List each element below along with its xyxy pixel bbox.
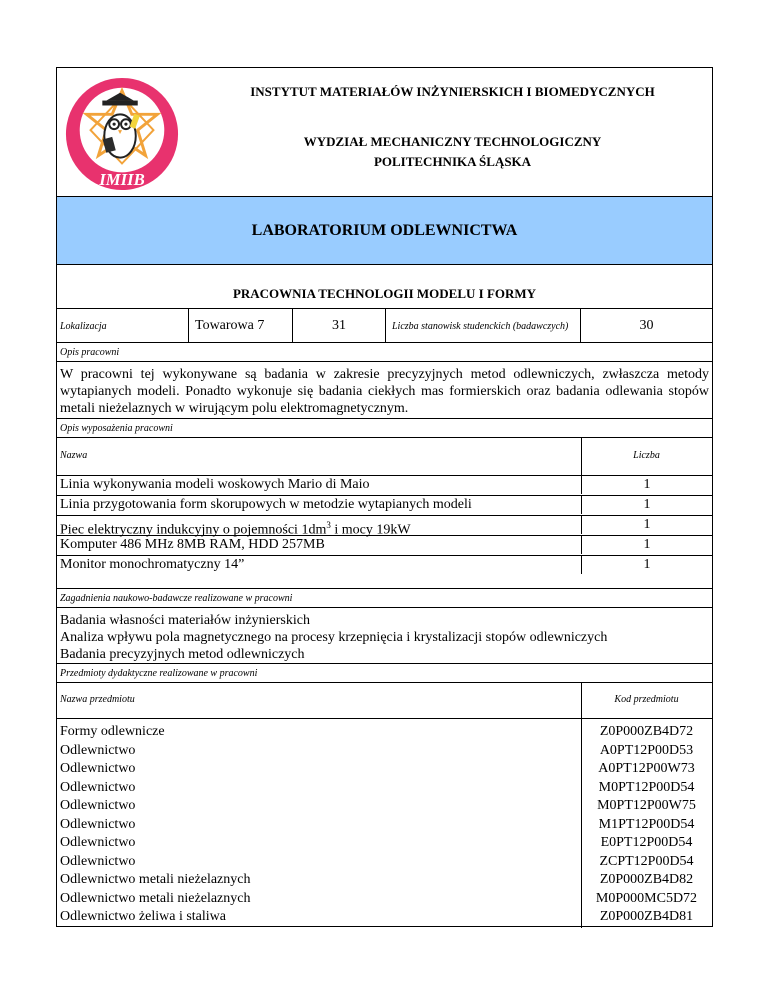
university-name: POLITECHNIKA ŚLĄSKA xyxy=(373,154,532,169)
table-row: Odlewnictwo M0PT12P00D54 xyxy=(60,779,695,795)
table-row xyxy=(57,555,712,574)
stations-label: Liczba stanowisk studenckich (badawczych) xyxy=(386,309,581,343)
subjects-table xyxy=(57,718,712,928)
equipment-name: Linia przygotowania form skorupowych w metodzie wytapianych modeli xyxy=(60,497,472,512)
table-row: Odlewnictwo A0PT12P00W73 xyxy=(60,761,695,776)
table-row: Odlewnictwo żeliwa i staliwa Z0P000ZB4D81 xyxy=(60,909,694,924)
equipment-name: Komputer 486 MHz 8MB RAM, HDD 257MB xyxy=(60,537,325,552)
equipment-table xyxy=(57,475,712,576)
table-row: Odlewnictwo metali nieżelaznych Z0P000ZB4D82 xyxy=(60,872,694,887)
svg-text:IMIIB: IMIIB xyxy=(99,170,145,190)
table-row: Odlewnictwo A0PT12P00D53 xyxy=(60,742,694,758)
stations-count: 30 xyxy=(639,318,654,333)
equipment-count: 1 xyxy=(581,476,712,494)
research-list xyxy=(57,607,712,663)
location-building: Towarowa 7 xyxy=(189,309,293,343)
table-row xyxy=(57,515,712,538)
location-label: Lokalizacja xyxy=(57,309,189,343)
equipment-label: Opis wyposażenia pracowni xyxy=(57,418,712,437)
table-row xyxy=(57,475,712,494)
location-room: 31 xyxy=(293,309,386,343)
location-row xyxy=(57,308,712,342)
institute-name: INSTYTUT MATERIAŁÓW INŻYNIERSKICH I BIOMEDYCZNYCH xyxy=(250,84,655,99)
laboratory-banner: LABORATORIUM ODLEWNICTWA xyxy=(57,196,712,264)
table-row: Formy odlewnicze Z0P000ZB4D72 xyxy=(60,724,694,739)
equipment-count: 1 xyxy=(581,556,712,574)
equipment-name: Monitor monochromatyczny 14” xyxy=(60,557,245,572)
table-row: Odlewnictwo ZCPT12P00D54 xyxy=(60,853,694,869)
description-label: Opis pracowni xyxy=(57,342,712,361)
institute-logo xyxy=(63,75,181,193)
equipment-col-name: Nazwa xyxy=(60,450,88,461)
research-label: Zagadnienia naukowo-badawcze realizowane w pracowni xyxy=(57,588,712,607)
list-item: Analiza wpływu pola magnetycznego na procesy krzepnięcia i krystalizacji stopów odlewniczych xyxy=(60,630,608,645)
table-row: Odlewnictwo M0PT12P00W75 xyxy=(60,798,696,813)
equipment-name: Piec elektryczny indukcyjny o pojemności $1dm^3$ i mocy 19kW xyxy=(60,520,411,538)
table-row xyxy=(57,495,712,514)
equipment-count: 1 xyxy=(581,536,712,554)
list-item: Badania precyzyjnych metod odlewniczych xyxy=(60,647,305,662)
equipment-header xyxy=(57,437,712,475)
workshop-title: PRACOWNIA TECHNOLOGII MODELU I FORMY xyxy=(57,264,712,308)
table-row: Odlewnictwo M1PT12P00D54 xyxy=(60,816,695,832)
faculty-name: WYDZIAŁ MECHANICZNY TECHNOLOGICZNY xyxy=(303,134,602,149)
subjects-col-name: Nazwa przedmiotu xyxy=(60,694,135,705)
table-row: Odlewnictwo E0PT12P00D54 xyxy=(60,835,693,850)
table-row: Odlewnictwo metali nieżelaznych M0P000MC5D72 xyxy=(60,890,698,906)
subjects-col-code: Kod przedmiotu xyxy=(614,694,679,705)
faculty-block xyxy=(197,132,708,172)
lab-info-sheet xyxy=(56,67,713,927)
description-text: W pracowni tej wykonywane są badania w zakresie precyzyjnych metod odlewniczych, zwłaszcza metody wytapianych modeli. Ponadto wykonuje się badania ciekłych mas formierskich oraz badania odlewania stopów metali nieżelaznych w wirującym polu elektromagnetycznym. xyxy=(57,361,712,418)
equipment-name: Linia wykonywania modeli woskowych Mario di Maio xyxy=(60,477,370,492)
equipment-count: 1 xyxy=(581,516,712,534)
list-item: Badania własności materiałów inżynierskich xyxy=(60,613,310,628)
equipment-col-count: Liczba xyxy=(633,450,660,461)
table-row xyxy=(57,535,712,554)
subjects-label: Przedmioty dydaktyczne realizowane w pracowni xyxy=(57,663,712,682)
header xyxy=(57,68,712,196)
subjects-header xyxy=(57,682,712,718)
equipment-count: 1 xyxy=(581,496,712,514)
